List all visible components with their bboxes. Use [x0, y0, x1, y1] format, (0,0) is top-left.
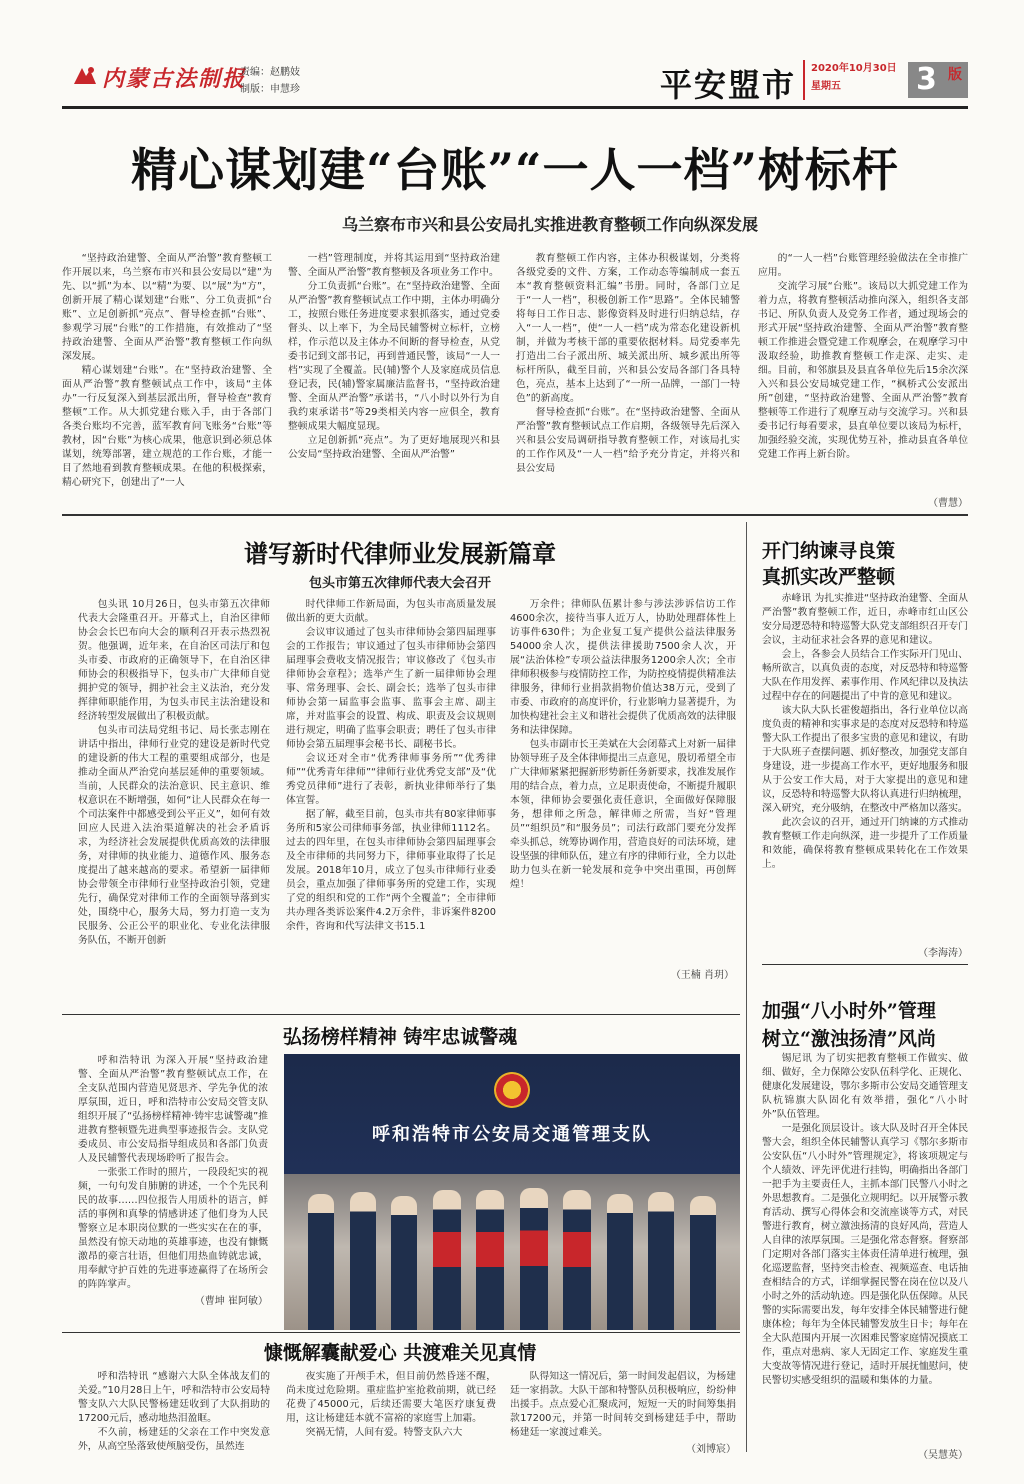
officer-figure	[563, 1190, 591, 1330]
officer-figure	[391, 1196, 417, 1330]
officer-figure	[648, 1192, 674, 1330]
main-col-4	[758, 252, 968, 494]
divider-main	[62, 514, 968, 516]
producer-line: 制版：申慧珍	[240, 84, 300, 95]
main-headline: 精心谋划建“台账”“一人一档”树标杆	[131, 143, 899, 197]
right1-headline-2: 真抓实改严整顿	[762, 566, 896, 588]
right1-headline-1: 开门纳谏寻良策	[762, 540, 896, 562]
section-title: 平安盟市	[660, 66, 797, 104]
divider-right-column	[746, 522, 747, 1452]
police-para: 呼和浩特讯 为深入开展“坚持政治建警、全面从严治警”教育整顿试点工作，在全支队范围内营造见贤思齐、学先争优的浓厚氛围，近日，呼和浩特市公安局交管支队组织开展了“弘扬榜样精神·铸牢忠诚警魂”推进教育整顿暨先进典型事迹报告会。支队党委成员、市公安局指导组成员和各部门负责人及民辅警代表现场聆听了报告会。	[78, 1055, 268, 1164]
lawyer-col-1	[78, 598, 270, 1018]
lawyer-subheadline: 包头市第五次律师代表大会召开	[308, 576, 491, 591]
masthead-rule	[62, 106, 968, 109]
charity-col-3	[510, 1370, 736, 1442]
charity-para: 呼和浩特讯 “感谢六大队全体战友们的关爱。”10月28日上午，呼和浩特市公安局特警支队六大队民警杨建廷收到了大队捐助的17200元后，感动地热泪盈眶。	[78, 1371, 270, 1424]
right2-headline-2: 树立“激浊扬清”风尚	[762, 1028, 936, 1050]
lawyer-para: 时代律师工作新局面，为包头市高质量发展做出新的更大贡献。	[286, 599, 496, 624]
lawyer-col-2	[286, 598, 496, 1018]
right1-text	[762, 592, 968, 940]
main-para: 精心谋划建“台账”。在“坚持政治建警、全面从严治警”教育整顿试点工作中，该局“主体办”一行反复深入到基层派出所，督导检查“教育整顿”工作。从大抓党建台账入手，由于各部门各类台账均不完善，蓝军教育问飞账务“台账”等教材，因“台账”为核心成果，他意识到必须总体谋划，统筹部署，建立规范的工作台账，才能一目了然地看到教育整顿成果。在他的积极探索，精心研究下，创建出了“一人	[62, 365, 272, 488]
group-photo	[284, 1054, 740, 1330]
right1-para: 会上，各参会人员结合工作实际开门见山、畅所欲言，以真负责的态度，对反恐特和特巡警大队在作用发挥、素事作用、作风纪律以及执法过程中存在的问题提出了中肯的意见和建议。	[762, 649, 968, 702]
page-number-box	[908, 62, 968, 98]
charity-para: 突祸无情，人间有爱。特警支队六大	[305, 1427, 463, 1438]
right1-para: 此次会议的召开，通过开门纳谏的方式推动教育整顿工作走向纵深，进一步提升了工作质量和效能，确保将教育整顿成果转化在工作效果上。	[762, 817, 968, 870]
main-para: 分工负责抓“台账”。在“坚持政治建警、全面从严治警”教育整顿试点工作中期，主体办明确分工，按照台账任务进度要求狠抓落实，通过党委督头、以上率下，为全局民辅警树立标杆，立榜样，作示范以及主体办不间断的督导检查，从党委书记到文部书记，再到普通民警，该局“一人一档”实现了全覆盖。民(辅)警个人及家庭成员信息登记表，民(辅)警家属廉洁监督书，“坚持政治建警、全面从严治警”承诺书，“八小时以外行为自我约束承诺书”等29类相关内容一应俱全，教育整顿成果大幅度显现。	[288, 281, 500, 432]
officer-figure	[690, 1196, 716, 1330]
editor-line: 责编：赵鹏妓	[240, 67, 300, 78]
police-signature: （曹坤 崔阿敏）	[194, 1296, 268, 1307]
officer-figure	[520, 1188, 548, 1330]
main-col-1	[62, 252, 272, 510]
police-text	[78, 1054, 268, 1292]
main-subheadline: 乌兰察布市兴和县公安局扎实推进教育整顿工作向纵深发展	[341, 215, 758, 234]
right2-text	[762, 1052, 968, 1440]
police-emblem-icon	[494, 1072, 530, 1108]
charity-col-2	[286, 1370, 496, 1454]
main-para: 教育整顿工作内容，主体办积极谋划，分类将各级党委的文件、方案，工作动态等编制成一套五本“教育整顿资料汇编”书册。同时，各部门立足于“一人一档”，积极创新工作“思路”。全体民辅警将每日工作日志、影像资料及时进行归纳总结，存入“一人一档”，使“一人一档”成为常态化建设新机制，并做为考核干部的重要依据材料。局党委率先打造出二台子派出所、城关派出所、城乡派出所等标杆所队，截至目前，兴和县公安局各部门各具特色，亮点，基本上达到了“一所一品牌，一部门一特色”的新高度。	[516, 253, 740, 404]
main-col-3	[516, 252, 740, 510]
divider-police	[62, 1332, 740, 1333]
issue-date: 2020年10月30日	[811, 63, 897, 74]
charity-para: 不久前，杨建廷的父亲在工作中突发意外，从高空坠落致使颅脑受伤，虽然连	[78, 1427, 270, 1452]
masthead	[0, 0, 1024, 112]
right2-para: 一是强化顶层设计。该大队及时召开全体民警大会，组织全体民辅警认真学习《鄂尔多斯市公安队伍“八小时外”管理规定》，将该项规定与个人绩效、评先评优进行挂钩，明确指出各部门一把手为主要责任人，主抓本部门民警八小时之外思想教育。二是强化立规明纪。以开展警示教育活动、撰写心得体会和交流座谈等方式，对民警进行教育，树立激浊扬清的良好风尚，营造人人自律的浓厚氛围。三是强化常态督察。督察部门定期对各部门落实主体责任清单进行梳理，强化巡逻监督，坚持突击检查、视频巡查、电话抽查相结合的方式，详细掌握民警在岗在位以及八小时之外的活动轨迹。四是强化队伍保障。从民警的实际需要出发，每年安排全体民辅警进行健康体检；每年为全体民辅警发放生日卡；每年在全大队范围内开展一次困难民警家庭情况摸底工作，重点对患病、家人无固定工作、家庭发生重大变故等情况进行登记，适时开展抚恤慰问，使民警切实感受组织的温暖和集体的力量。	[762, 1123, 968, 1386]
lawyer-para: 会议审议通过了包头市律师协会第四届理事会的工作报告；审议通过了包头市律师协会第四届理事会费收支情况报告；审议修改了《包头市律师协会章程》；选举产生了新一届律师协会理事、常务理事、会长、副会长；选举了包头市律师协会第一届监事会监事、监事会主席、副主席，并对监事会的设置、构成、职责及会议规则进行规定，明确了监事会职责；聘任了包头市律师协会第五届理事会秘书长、副秘书长。	[286, 627, 496, 750]
police-headline: 弘扬榜样精神 铸牢忠诚警魂	[282, 1026, 518, 1048]
officers-row	[308, 1174, 716, 1330]
lawyer-para: 包头讯 10月26日，包头市第五次律师代表大会隆重召开。开幕式上，自治区律师协会会长巴布向大会的顺利召开表示热烈祝贺。他强调，近年来，在自治区司法厅和包头市委、市政府的正确领导下，在自治区律师协会的积极指导下，包头市广大律师自觉拥护党的领导，拥护社会主义法治，充分发挥律师职能作用，为包头市民主法治建设和经济转型发展做出了积极贡献。	[78, 599, 270, 722]
page-suffix: 版	[948, 67, 962, 83]
officer-figure	[350, 1192, 376, 1330]
main-para: 立足创新抓“亮点”。为了更好地展现兴和县公安局“坚持政治建警、全面从严治警”	[288, 435, 500, 460]
lawyer-para: 包头市副市长王美斌在大会闭幕式上对新一届律协领导班子及全体律师提出三点意见，殷切希望全市广大律师紧紧把握新形势新任务新要求，找准发展作用的结合点，着力点，立足职责使命，不断提升履职本领，律师协会要强化责任意识，全面做好保障服务，想律师之所急，解律师之所需，当好“管理员”“组织员”和“服务员”；司法行政部门要充分发挥牵头抓总，统筹协调作用，营造良好的司法环境，建设坚强的律师队伍，建立有序的律师行业，全力以赴助力包头在新一轮发展和竞争中突出重围，再创辉煌！	[510, 739, 736, 890]
main-para: 交流学习展“台账”。该局以大抓党建工作为着力点，将教育整顿活动推向深入，组织各支部书记、所队负责人及党务工作者，通过现场会的形式开展“坚持政治建警、全面从严治警”教育整顿工作推进会暨党建工作观摩会，在观摩学习中汲取经验，助推教育整顿工作走深、走实、走细。目前，和邻旗县及县直各单位先后15余次深入兴和县公安局城党建工作，“枫桥式公安派出所”创建，“坚持政治建警、全面从严治警”教育整顿等工作进行了观摩互动与交流学习。兴和县委书记行每看要求，县直单位要以该局为标杆，加强经验交流，实现优势互补，推动县直各单位党建工作再上新台阶。	[758, 281, 968, 460]
charity-headline: 慷慨解囊献爱心 共渡难关见真情	[263, 1342, 537, 1364]
main-para: 一档”管理制度，并将其运用到“坚持政治建警、全面从严治警”教育整顿及各项业务工作中。	[288, 253, 500, 278]
charity-signature: （刘博宸）	[686, 1444, 736, 1455]
lawyer-headline: 谱写新时代律师业发展新篇章	[244, 539, 556, 568]
paper-name: 内蒙古法制报	[102, 66, 247, 92]
officer-figure	[607, 1194, 633, 1330]
main-para: 督导检查抓“台账”。在“坚持政治建警、全面从严治警”教育整顿试点工作启期，各级领导先后深入兴和县公安局调研指导教育整顿工作，对该局扎实的工作作风及“一人一档”给予充分肯定，并将兴和县公安局	[516, 407, 740, 474]
divider-lawyer	[62, 1014, 740, 1015]
photo-banner-text: 呼和浩特市公安局交通管理支队	[372, 1124, 652, 1145]
lawyer-para: 会议还对全市“优秀律师事务所”“优秀律师”“优秀青年律师”“律师行业优秀党支部”及“优秀党员律师”进行了表彰，新执业律师举行了集体宣誓。	[286, 753, 496, 806]
main-para: 的“一人一档”台账管理经验做法在全市推广应用。	[758, 253, 968, 278]
lawyer-para: 据了解，截至目前，包头市共有80家律师事务所和5家公司律师事务部，执业律师1112名。过去的四年里，在包头市律师协会第四届理事会及全市律师的共同努力下，律师事业取得了长足发展。2018年10月，成立了包头市律师行业委员会，重点加强了律师事务所的党建工作，实现了党的组织和党的工作“两个全覆盖”；全市律师共办理各类诉讼案件4.2万余件，非诉案件8200余件，咨询和代写法律文书15.1	[286, 809, 496, 932]
charity-col-1	[78, 1370, 270, 1454]
right1-para: 该大队大队长霍俊超指出，各行业单位以高度负责的精神和实事求是的态度对反恐特和特巡警大队工作提出了很多宝贵的意见和建议，有助于大队班子查摆问题、抓好整改，加强党支部自身建设，进一步提高工作水平，更好地服务和服从于公安工作大局，对于大家提出的意见和建议，反恐特和特巡警大队将认真进行归纳梳理，深入研究，充分吸纳，在整改中严格加以落实。	[762, 705, 968, 814]
lawyer-para: 包头市司法局党组书记、局长张志刚在讲话中指出，律师行业党的建设是新时代党的建设新的伟大工程的重要组成部分，也是推动全面从严治党向基层延伸的重要领域。当前，人民群众的法治意识、民主意识、维权意识在不断增强，如何“让人民群众在每一个司法案件中都感受到公平正义”，如何有效回应人民进入法治渠道解决的社会矛盾诉求，为经济社会发展提供优质高效的法律服务，对律师的执业能力、道德作风、服务态度提出了越来越高的要求。希望新一届律师协会带领全市律师行业坚持政治引领，党建先行，确保党对律师工作的全面领导落到实处，围绕中心，服务大局，努力打造一支为民服务、公正公平的职业化、专业化法律服务队伍，不断开创新	[78, 725, 270, 946]
officer-figure	[476, 1190, 504, 1330]
date-box	[803, 60, 903, 100]
lawyer-para: 万余件；律师队伍累计参与涉法涉诉信访工作4600余次，接待当事人近万人，协助处理群体性上访事件630件；为企业复工复产提供公益法律服务54000余人次，提供法律援助7500余人次，开展“法治体检”专项公益法律服务1200余人次；全市律师积极参与疫情防控工作，为防控疫情提供精准法律服务，律师行业捐款捐物价值达38万元，受到了市委、市政府的高度评价，行业影响力显著提升，为加快构建社会主义和谐社会提供了优质高效的法律服务和法律保障。	[510, 599, 736, 736]
lawyer-col-3	[510, 598, 736, 958]
charity-para: 队得知这一情况后，第一时间发起倡议，为杨建廷一家捐款。大队干部和特警队员积极响应，纷纷伸出援手。点点爱心汇聚成河，短短一天的时间筹集捐款17200元，并第一时间转交到杨建廷手中，帮助杨建廷一家渡过难关。	[510, 1371, 736, 1438]
divider-right	[762, 964, 968, 965]
right2-signature: （吴慧英）	[918, 1450, 968, 1461]
main-signature: （曹慧）	[928, 498, 968, 509]
main-para: “坚持政治建警、全面从严治警”教育整顿工作开展以来，乌兰察布市兴和县公安局以“建”为先、以“抓”为本、以“精”为要、以“展”为“方”，创新开展了精心谋划建“台账”、分工负责抓“台账”、立足创新抓“亮点”、督导检查抓“台账”、参观学习展“台账”的工作措施，有效推动了“坚持政治建警、全面从严治警”教育整顿工作向纵深发展。	[62, 253, 272, 362]
main-col-2	[288, 252, 500, 510]
right2-headline-1: 加强“八小时外”管理	[762, 1000, 936, 1022]
paper-logo-icon	[72, 64, 98, 88]
officer-figure	[433, 1190, 461, 1330]
right1-signature: （李海涛）	[918, 948, 968, 959]
issue-weekday: 星期五	[811, 81, 841, 92]
lawyer-signature: （王楠 肖玥）	[670, 970, 734, 981]
page-number: 3	[916, 62, 937, 97]
charity-para: 夜实施了开颅手术，但目前仍然昏迷不醒，尚未度过危险期。重症监护室抢救前期，就已经花费了45000元，后续还需要大笔医疗康复费用，这让杨建廷本就不富裕的家庭雪上加霜。	[286, 1371, 496, 1424]
police-para: 一张张工作时的照片，一段段纪实的视频，一句句发自肺腑的讲述，一个个先民利民的故事……四位报告人用质朴的语言，鲜活的事例和真挚的情感讲述了他们身为人民警察立足本职岗位默的一些实实在在的事，虽然没有惊天动地的英雄事迹，也没有慷慨激昂的豪言壮语，但他们用热血铸就忠诚，用奉献守护百姓的先进事迹赢得了在场所会的阵阵掌声。	[78, 1167, 268, 1290]
right1-para: 赤峰讯 为扎实推进“坚持政治建警、全面从严治警”教育整顿工作，近日，赤峰市红山区公安分局逻恐特和特巡警大队党支部组织召开专门会议，主动征求社会各界的意见和建议。	[762, 593, 968, 646]
right2-para: 锡尼讯 为了切实把教育整顿工作做实、做细、做好，全力保障公安队伍科学化、正规化、健康化发展建设，鄂尔多斯市公安局交通管理支队杭锦旗大队固化有效举措，强化“八小时外”队伍管理。	[762, 1053, 968, 1120]
officer-figure	[308, 1194, 334, 1330]
